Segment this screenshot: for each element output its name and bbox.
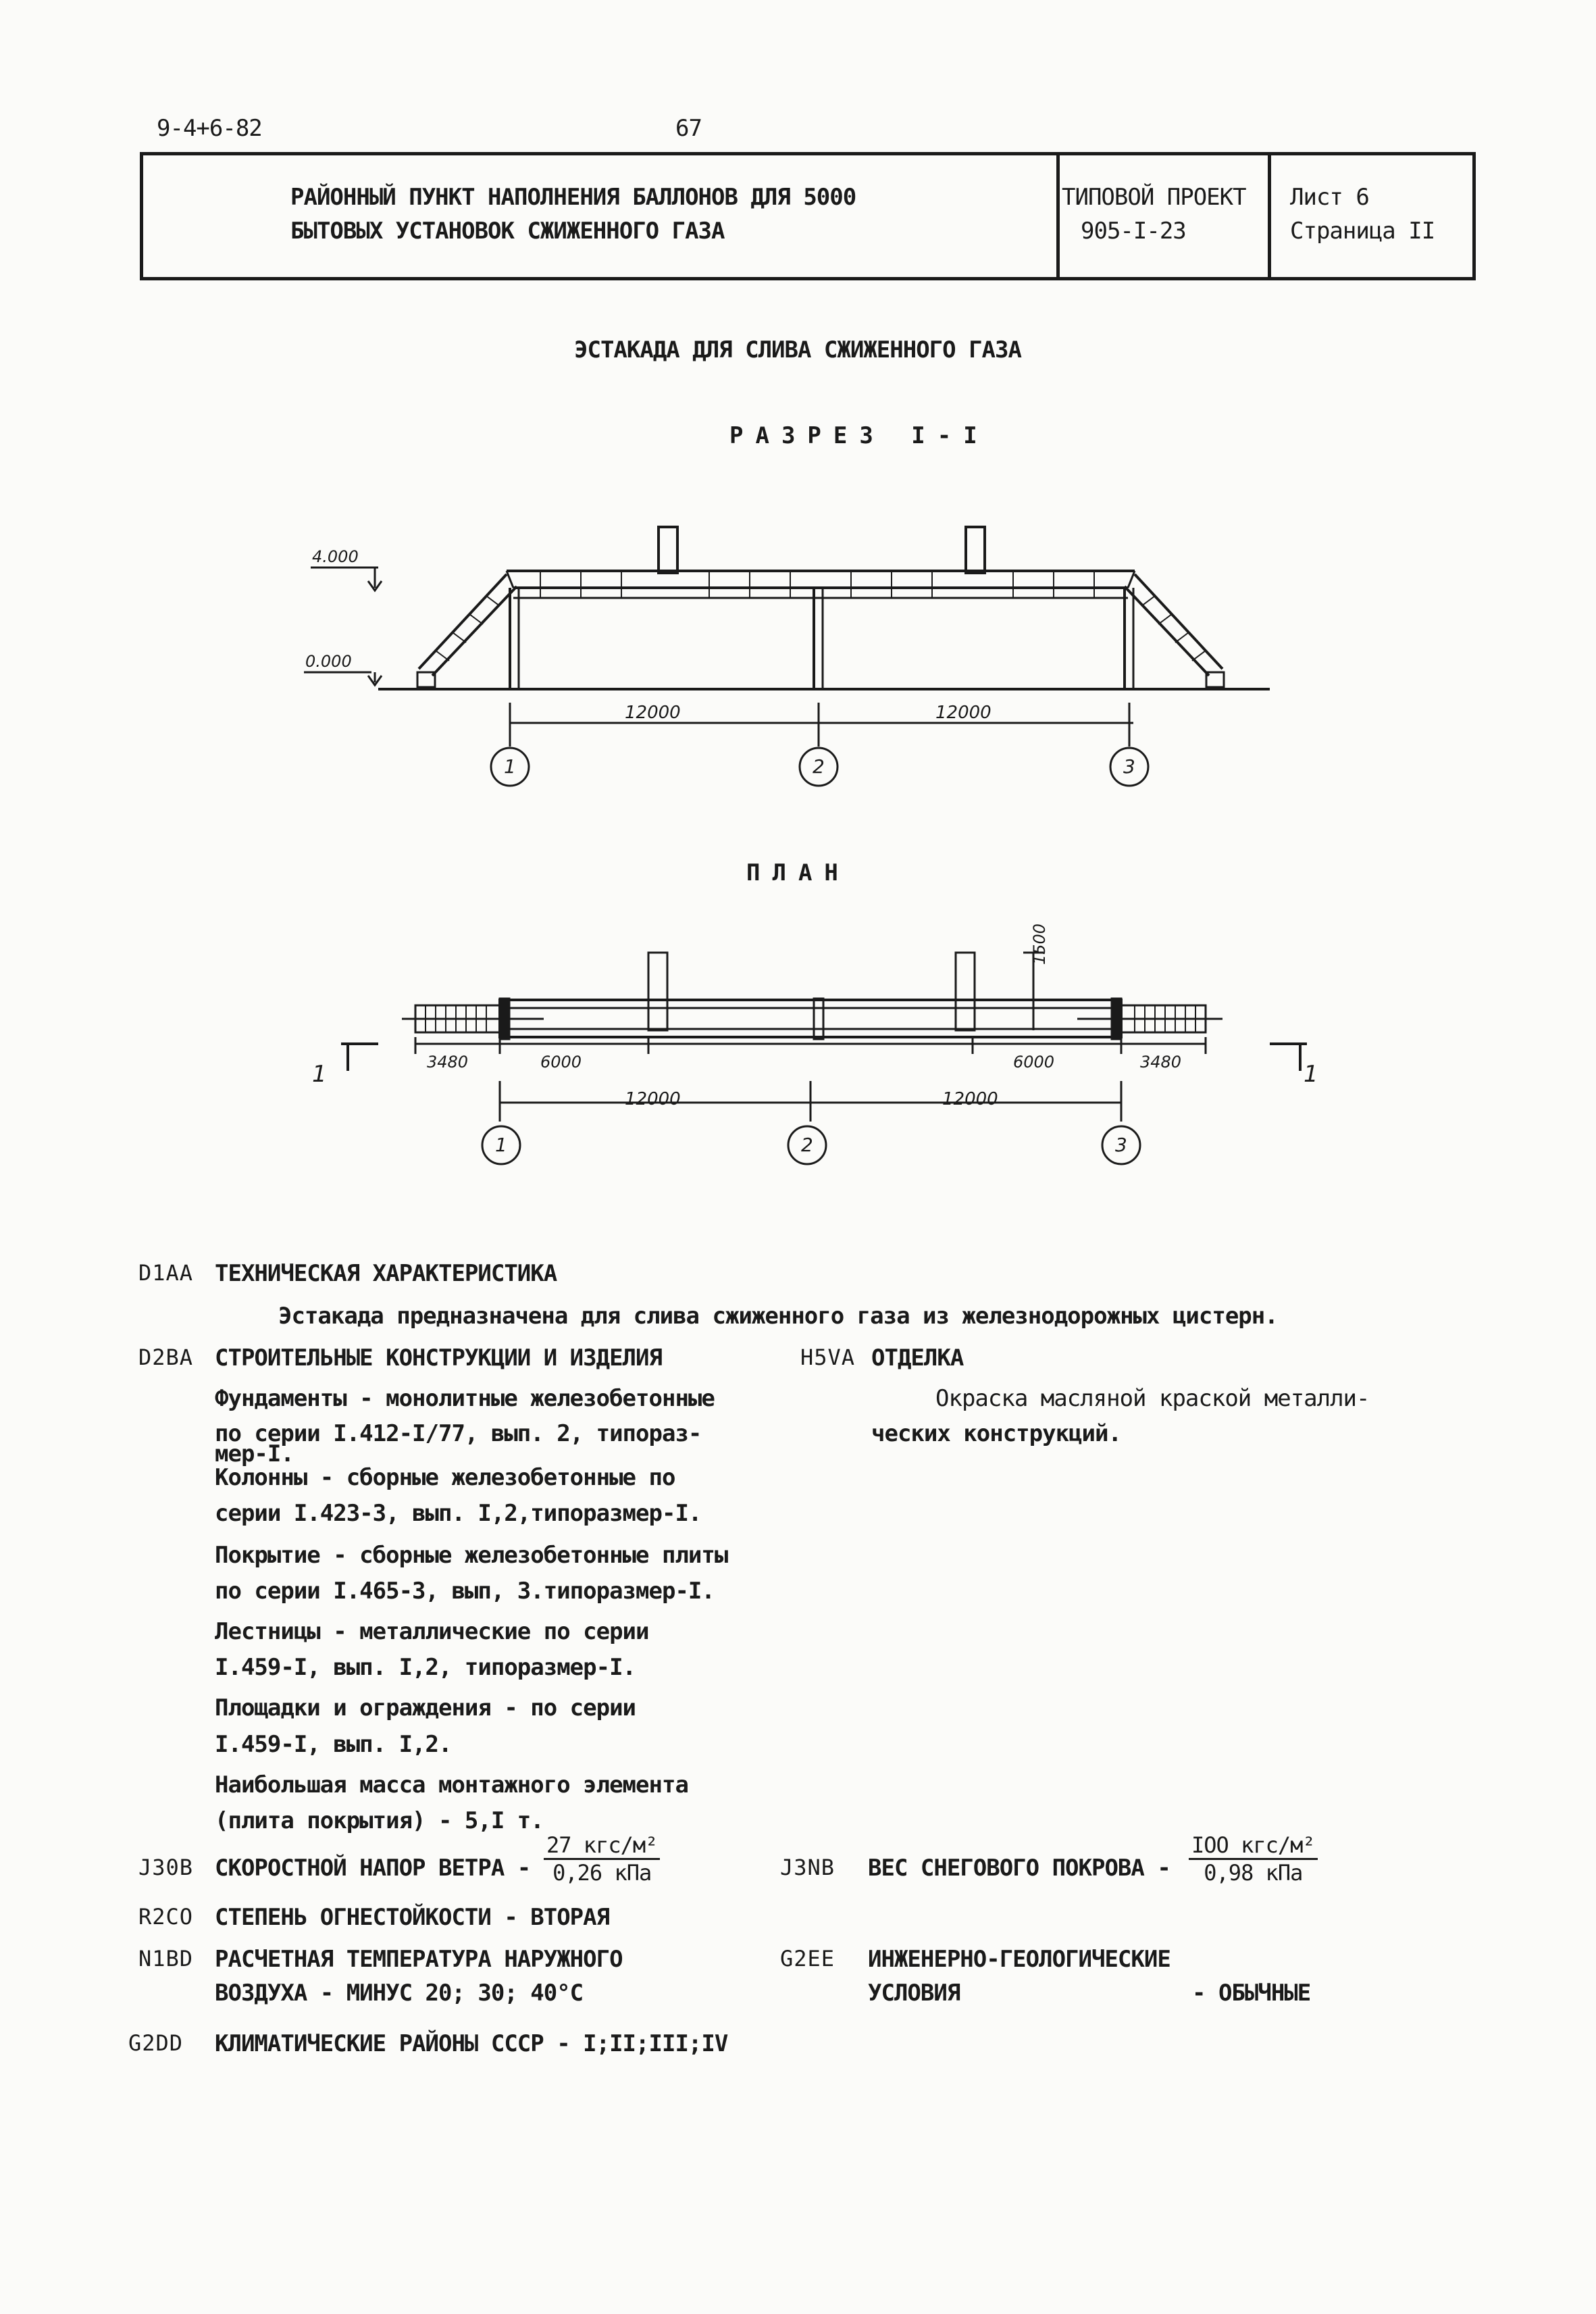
snow-code: J3NB [780,1855,835,1880]
elev-top-label: 4.000 [312,547,359,566]
wind-label: СКОРОСТНОЙ НАПОР ВЕТРА - [215,1855,531,1882]
tech-title: ТЕХНИЧЕСКАЯ ХАРАКТЕРИСТИКА [215,1260,557,1287]
section-title: РАЗРЕЗ I-I [729,422,989,449]
section-axis-2: 2 [813,755,825,778]
constructions-line: (плита покрытия) - 5,I т. [215,1807,544,1834]
climate-text: КЛИМАТИЧЕСКИЕ РАЙОНЫ СССР - I;II;III;IV [215,2030,728,2057]
plan-axis-2: 2 [801,1134,813,1156]
title-line-1: РАЙОННЫЙ ПУНКТ НАПОЛНЕНИЯ БАЛЛОНОВ ДЛЯ 5000 [290,184,856,211]
sheet-number: Лист 6 [1290,184,1369,211]
constructions-line: по серии I.412-I/77, вып. 2, типораз- [215,1420,702,1447]
temp-line-2: ВОЗДУХА - МИНУС 20; 30; 40°С [215,1980,584,2007]
plan-dim-6000-left: 6000 [540,1053,582,1072]
constructions-line: Колонны - сборные железобетонные по [215,1464,675,1491]
wind-numerator: 27 кгс/м² [544,1832,660,1860]
plan-dim-6000-right: 6000 [1013,1053,1055,1072]
snow-numerator: IOO кгс/м² [1189,1832,1318,1860]
plan-dim-3480-right: 3480 [1140,1053,1182,1072]
plan-span-right: 12000 [942,1089,998,1109]
title-line-2: БЫТОВЫХ УСТАНОВОК СЖИЖЕННОГО ГАЗА [290,218,725,245]
temp-line-1: РАСЧЕТНАЯ ТЕМПЕРАТУРА НАРУЖНОГО [215,1946,623,1973]
plan-span-left: 12000 [625,1089,681,1109]
drawing-title: ЭСТАКАДА ДЛЯ СЛИВА СЖИЖЕННОГО ГАЗА [574,336,1021,363]
constructions-line: мер-I. [215,1440,294,1467]
constructions-line: по серии I.465-3, вып, 3.типоразмер-I. [215,1578,715,1605]
snow-label: ВЕС СНЕГОВОГО ПОКРОВА - [868,1855,1170,1882]
project-number: 905-I-23 [1081,218,1186,245]
geo-line-1: ИНЖЕНЕРНО-ГЕОЛОГИЧЕСКИЕ [868,1946,1170,1973]
cut-mark-right: 1 [1304,1061,1318,1088]
constructions-line: Покрытие - сборные железобетонные плиты [215,1542,728,1569]
snow-denominator: 0,98 кПа [1204,1860,1303,1886]
page-number: 67 [675,115,702,142]
constructions-line: Фундаменты - монолитные железобетонные [215,1385,715,1412]
section-axis-1: 1 [504,755,516,778]
elev-ground-label: 0.000 [305,652,352,671]
geo-value: - ОБЫЧНЫЕ [1192,1980,1311,2007]
cut-mark-left: 1 [312,1061,327,1088]
tech-text: Эстакада предназначена для слива сжиженного газа из железнодорожных цистерн. [278,1303,1278,1330]
plan-axis-3: 3 [1115,1134,1127,1156]
section-span-left: 12000 [625,703,681,723]
page-label: Страница II [1290,218,1435,245]
finishing-line-1: Окраска масляной краской металли- [935,1385,1370,1412]
snow-fraction [1189,1832,1318,1886]
constructions-line: Площадки и ограждения - по серии [215,1694,636,1721]
wind-denominator: 0,26 кПа [552,1860,652,1886]
plan-dim-1500: 1500 [1030,923,1049,965]
finishing-code: H5VA [800,1344,856,1370]
finishing-line-2: ческих конструкций. [871,1420,1121,1447]
constructions-line: Наибольшая масса монтажного элемента [215,1771,688,1799]
wind-fraction [544,1832,660,1886]
constructions-code: D2BA [138,1344,194,1370]
constructions-title: СТРОИТЕЛЬНЫЕ КОНСТРУКЦИИ И ИЗДЕЛИЯ [215,1344,662,1372]
tech-code: D1AA [138,1260,194,1286]
constructions-line: серии I.423-3, вып. I,2,типоразмер-I. [215,1500,702,1527]
plan-dim-3480-left: 3480 [427,1053,469,1072]
geo-line-2: УСЛОВИЯ [868,1980,960,2007]
doc-code: 9-4+6-82 [157,115,262,142]
constructions-line: Лестницы - металлические по серии [215,1618,649,1645]
section-axis-3: 3 [1123,755,1135,778]
climate-code: G2DD [128,2030,184,2056]
plan-axis-1: 1 [495,1134,507,1156]
constructions-line: I.459-I, вып. I,2. [215,1731,452,1758]
wind-code: J30B [138,1855,194,1880]
temp-code: N1BD [138,1946,194,1971]
fire-code: R2CO [138,1904,194,1930]
finishing-title: ОТДЕЛКА [871,1344,964,1372]
geo-code: G2EE [780,1946,835,1971]
project-label: ТИПОВОЙ ПРОЕКТ [1062,184,1246,211]
constructions-line: I.459-I, вып. I,2, типоразмер-I. [215,1654,636,1681]
section-span-right: 12000 [935,703,992,723]
fire-text: СТЕПЕНЬ ОГНЕСТОЙКОСТИ - ВТОРАЯ [215,1904,610,1931]
plan-title: ПЛАН [746,859,850,886]
